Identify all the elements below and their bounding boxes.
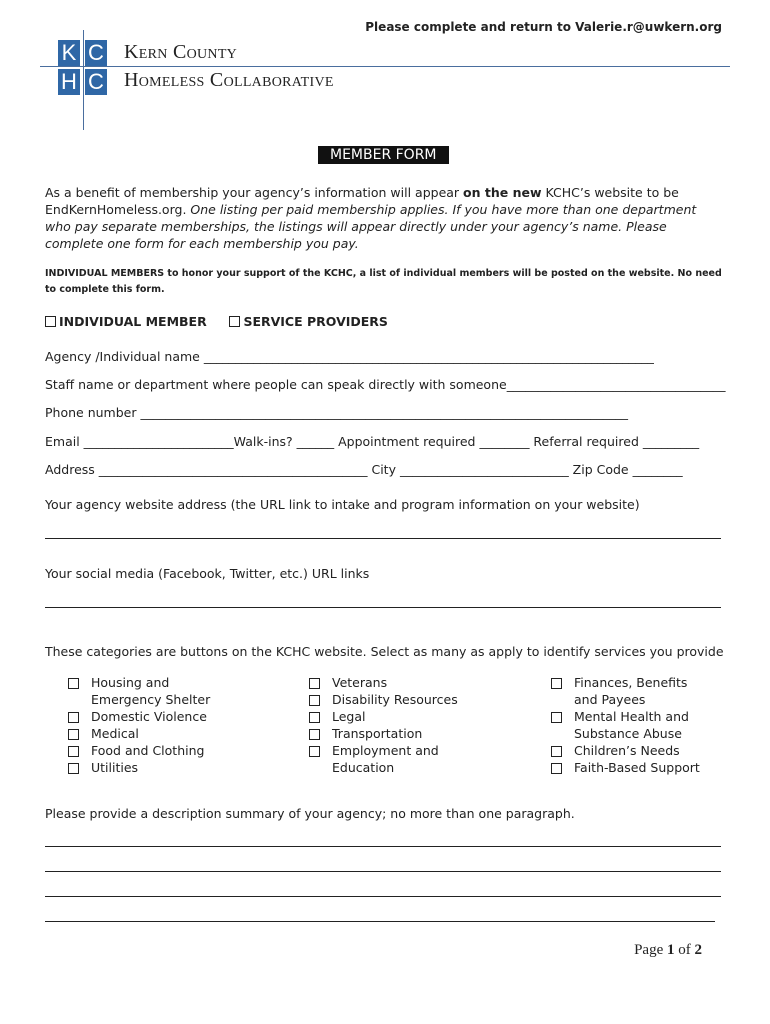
logo-letter-h: H: [58, 69, 80, 95]
logo-vertical-line: [83, 30, 84, 130]
logo-line-2: Homeless Collaborative: [124, 69, 334, 91]
category-medical[interactable]: [68, 725, 268, 742]
email-row-field[interactable]: Email ________________________Walk-ins? ______ Appointment required ________ Referral required _________: [45, 434, 700, 449]
social-media-input-line[interactable]: [45, 607, 721, 608]
checkbox[interactable]: [309, 746, 320, 757]
category-housing[interactable]: [68, 674, 268, 708]
checkbox[interactable]: [309, 678, 320, 689]
checkbox[interactable]: [551, 678, 562, 689]
category-disability[interactable]: [309, 691, 509, 708]
checkbox[interactable]: [309, 712, 320, 723]
service-providers-label: SERVICE PROVIDERS: [243, 314, 388, 329]
individual-members-note: INDIVIDUAL MEMBERS to honor your support of the KCHC, a list of individual members will be posted on the website. No need to complete this form.: [45, 268, 722, 295]
category-label: Transportation: [332, 726, 423, 741]
intro-text-bold: on the new: [463, 185, 542, 200]
intro-text-italic: One listing per paid membership applies. If you have more than one department who pay separate memberships, the listings will appear directly under your agency’s name. Please complete one form for each membership you pay.: [45, 202, 697, 251]
checkbox[interactable]: [68, 746, 79, 757]
page-current: 1: [667, 942, 675, 958]
website-input-line[interactable]: [45, 538, 721, 539]
categories-intro: These categories are buttons on the KCHC website. Select as many as apply to identify services you provide: [45, 644, 724, 659]
category-label: Utilities: [91, 760, 139, 775]
category-utilities[interactable]: [68, 759, 268, 776]
individual-member-option[interactable]: [45, 314, 207, 329]
category-label: Mental Health and Substance Abuse: [574, 709, 689, 741]
logo-letter-k: K: [58, 40, 80, 66]
individual-member-label: INDIVIDUAL MEMBER: [59, 314, 207, 329]
description-line-4[interactable]: [45, 921, 715, 922]
service-providers-checkbox[interactable]: [229, 316, 240, 327]
categories-column-3: [551, 674, 731, 776]
description-line-2[interactable]: [45, 871, 721, 872]
logo-horizontal-line: [40, 66, 730, 67]
category-label: Finances, Benefits and Payees: [574, 675, 688, 707]
intro-text-c: KCHC’s website to be EndKernHomeless.org.: [45, 185, 679, 217]
social-media-label: Your social media (Facebook, Twitter, etc.) URL links: [45, 566, 370, 581]
service-providers-option[interactable]: [229, 314, 388, 329]
category-label: Domestic Violence: [91, 709, 207, 724]
checkbox[interactable]: [551, 712, 562, 723]
checkbox[interactable]: [309, 729, 320, 740]
page-number: [634, 942, 702, 959]
category-mental-health[interactable]: [551, 708, 731, 742]
category-label: Food and Clothing: [91, 743, 205, 758]
checkbox[interactable]: [68, 678, 79, 689]
category-domestic-violence[interactable]: [68, 708, 268, 725]
intro-paragraph: [45, 184, 725, 252]
category-label: Disability Resources: [332, 692, 458, 707]
category-food-clothing[interactable]: [68, 742, 268, 759]
description-line-3[interactable]: [45, 896, 721, 897]
description-label: Please provide a description summary of your agency; no more than one paragraph.: [45, 806, 575, 821]
checkbox[interactable]: [309, 695, 320, 706]
return-note: Please complete and return to Valerie.r@uwkern.org: [365, 20, 722, 34]
logo-letter-c2: C: [85, 69, 107, 95]
page-total: 2: [694, 942, 702, 958]
category-label: Faith-Based Support: [574, 760, 700, 775]
checkbox[interactable]: [551, 763, 562, 774]
intro-text-a: As a benefit of membership your agency’s information will appear: [45, 185, 464, 200]
category-label: Housing and Emergency Shelter: [91, 675, 211, 707]
website-label: Your agency website address (the URL link to intake and program information on your website): [45, 497, 640, 512]
categories-column-1: [68, 674, 268, 776]
category-label: Children’s Needs: [574, 743, 680, 758]
checkbox[interactable]: [68, 729, 79, 740]
staff-name-field[interactable]: Staff name or department where people can speak directly with someone___________________________________: [45, 377, 726, 392]
category-faith-based[interactable]: [551, 759, 731, 776]
checkbox[interactable]: [551, 746, 562, 757]
individual-member-checkbox[interactable]: [45, 316, 56, 327]
category-veterans[interactable]: [309, 674, 509, 691]
checkbox[interactable]: [68, 712, 79, 723]
phone-field[interactable]: Phone number ______________________________________________________________________________: [45, 405, 628, 420]
kchc-logo: [40, 30, 730, 130]
page-prefix: Page: [634, 942, 667, 958]
checkbox[interactable]: [68, 763, 79, 774]
logo-letter-c: C: [85, 40, 107, 66]
member-type-row: [45, 314, 388, 329]
categories-column-2: [309, 674, 509, 776]
address-row-field[interactable]: Address ___________________________________________ City ___________________________ Zip Code ________: [45, 462, 683, 477]
category-label: Employment and Education: [332, 743, 439, 775]
page-of: of: [674, 942, 695, 958]
category-label: Veterans: [332, 675, 388, 690]
category-finances[interactable]: [551, 674, 731, 708]
category-label: Legal: [332, 709, 366, 724]
category-label: Medical: [91, 726, 139, 741]
form-title: MEMBER FORM: [318, 146, 449, 164]
category-employment[interactable]: [309, 742, 509, 776]
agency-name-field[interactable]: Agency /Individual name ________________________________________________________________________: [45, 349, 654, 364]
description-line-1[interactable]: [45, 846, 721, 847]
logo-line-1: Kern County: [124, 41, 238, 63]
category-legal[interactable]: [309, 708, 509, 725]
category-childrens-needs[interactable]: [551, 742, 731, 759]
category-transportation[interactable]: [309, 725, 509, 742]
